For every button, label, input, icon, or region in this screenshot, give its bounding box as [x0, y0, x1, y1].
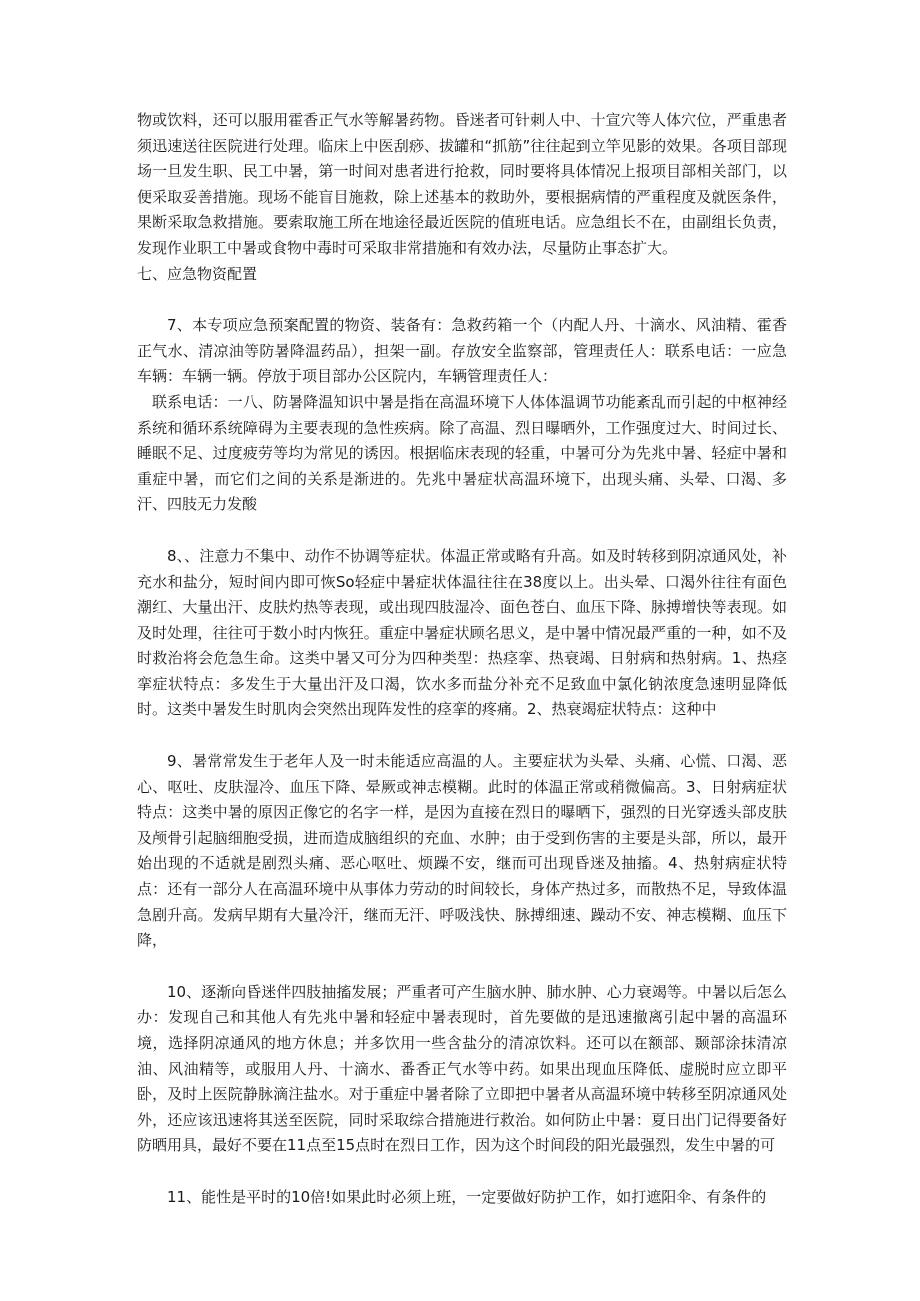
paragraph-9: 9、暑常常发生于老年人及一时未能适应高温的人。主要症状为头晕、头痛、心慌、口渴、恶心、呕吐、皮肤湿冷、血压下降、晕厥或神志模糊。此时的体温正常或稍微偏高。3、日射病症状特点：这类中暑的原因正像它的名字一样，是因为直接在烈日的曝晒下，强烈的日光穿透头部皮肤及颅骨引起脑细胞受损，进而造成脑组织的充血、水肿；由于受到伤害的主要是头部，所以，最开始出现的不适就是剧烈头痛、恶心呕吐、烦躁不安，继而可出现昏迷及抽搐。4、热射病症状特点：还有一部分人在高温环境中从事体力劳动的时间较长，身体产热过多，而散热不足，导致体温急剧升高。发病早期有大量冷汗，继而无汗、呼吸浅快、脉搏细速、躁动不安、神志模糊、血压下降， [137, 752, 787, 950]
paragraph-8: 8、、注意力不集中、动作不协调等症状。体温正常或略有升高。如及时转移到阴凉通风处，补充水和盐分，短时间内即可恢So轻症中暑症状体温往往在38度以上。出头晕、口渴外往往有面色潮红、大量出汗、皮肤灼热等表现，或出现四肢湿冷、面色苍白、血压下降、脉搏增快等表现。如及时处理，往往可于数小时内恢狂。重症中暑症状顾名思义，是中暑中情况最严重的一种，如不及时救治将会危急生命。这类中暑又可分为四种类型：热痉挛、热衰竭、日射病和热射病。1、热痉挛症状特点：多发生于大量出汗及口渴，饮水多而盐分补充不足致血中氯化钠浓度急速明显降低时。这类中暑发生时肌肉会突然出现阵发性的痉挛的疼痛。2、热衰竭症状特点：这种中 [137, 546, 787, 719]
document-page [137, 108, 787, 1211]
paragraph-heatstroke-knowledge: 联系电话：一八、防暑降温知识中暑是指在高温环境下人体体温调节功能紊乱而引起的中枢神经系统和循环系统障碍为主要表现的急性疾病。除了高温、烈日曝晒外，工作强度过大、时间过长、睡眠不足、过度疲劳等均为常见的诱因。根据临床表现的轻重，中暑可分为先兆中暑、轻症中暑和重症中暑，而它们之间的关系是渐进的。先兆中暑症状高温环境下，出现头痛、头晕、口渴、多汗、四肢无力发酸 [137, 392, 787, 514]
paragraph-11: 11、能性是平时的10倍!如果此时必须上班，一定要做好防护工作，如打遮阳伞、有条件的 [167, 1187, 767, 1206]
paragraph-10: 10、逐渐向昏迷伴四肢抽搐发展；严重者可产生脑水肿、肺水肿、心力衰竭等。中暑以后怎么办：发现自己和其他人有先兆中暑和轻症中暑表现时，首先要做的是迅速撤离引起中暑的高温环境，选择阴凉通风的地方休息；并多饮用一些含盐分的清凉饮料。还可以在额部、颞部涂抹清凉油、风油精等，或服用人丹、十滴水、番香正气水等中药。如果出现血压降低、虚脱时应立即平卧，及时上医院静脉滴注盐水。对于重症中暑者除了立即把中暑者从高温环境中转移至阴凉通风处外，还应该迅速将其送至医院，同时采取综合措施进行救治。如何防止中暑：夏日出门记得要备好防晒用具，最好不要在11点至15点时在烈日工作，因为这个时间段的阳光最强烈，发生中暑的可 [137, 982, 787, 1155]
section-heading-emergency-supplies: 七、应急物资配置 [137, 264, 258, 283]
paragraph-first-aid: 物或饮料，还可以服用霍香正气水等解暑药物。昏迷者可针刺人中、十宣穴等人体穴位，严重患者须迅速送往医院进行处理。临床上中医刮痧、拔罐和“抓筋”往往起到立竿见影的效果。各项目部现场一旦发生职、民工中暑，第一时间对患者进行抢救，同时要将具体情况上报项目部相关部门，以便采取妥善措施。现场不能盲目施救，除上述基本的救助外，要根据病情的严重程度及就医条件，果断采取急救措施。要索取施工所在地途径最近医院的值班电话。应急组长不在，由副组长负责，发现作业职工中暑或食物中毒时可采取非常措施和有效办法，尽量防止事态扩大。 [137, 111, 787, 257]
paragraph-7: 7、本专项应急预案配置的物资、装备有：急救药箱一个（内配人丹、十滴水、风油精、霍香正气水、清凉油等防暑降温药品），担架一副。存放安全监察部，管理责任人：联系电话：一应急车辆：车辆一辆。停放于项目部办公区院内，车辆管理责任人： [137, 316, 787, 386]
